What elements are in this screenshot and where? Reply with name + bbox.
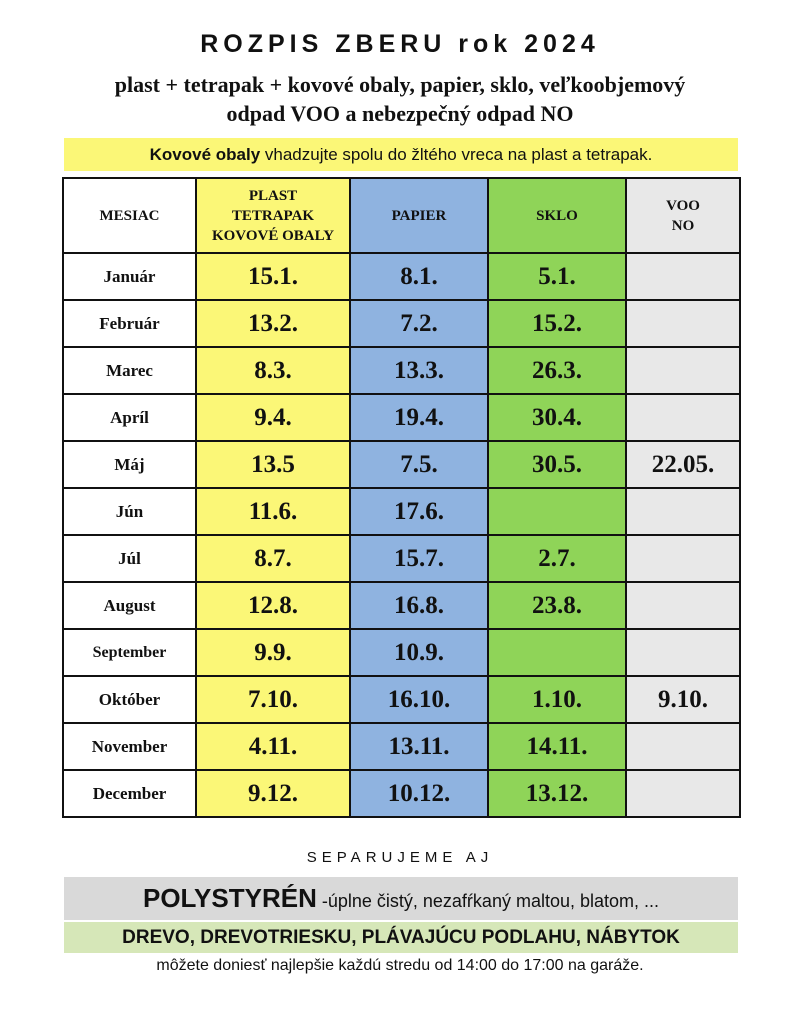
month-cell: Máj [63,441,196,488]
table-row [63,676,740,723]
sklo-date-cell: 13.12. [488,770,626,817]
sklo-date-cell: 14.11. [488,723,626,770]
voo-date-cell [626,300,740,347]
footer-note: môžete doniesť najlepšie každú stredu od 14:00 do 17:00 na garáže. [156,957,644,974]
header-month: MESIAC [63,178,196,253]
papier-date-cell: 7.5. [350,441,488,488]
header-voo-line-1: VOO [666,197,700,214]
month-cell: Júl [63,535,196,582]
sklo-date-cell: 26.3. [488,347,626,394]
header-voo-line-2: NO [671,217,695,234]
voo-date-cell [626,535,740,582]
table-row [63,394,740,441]
separujeme-heading: SEPARUJEME AJ [306,849,494,866]
header-papier: PAPIER [350,178,488,253]
subtitle-line-1: plast + tetrapak + kovové obaly, papier, sklo, veľkoobjemový [114,72,686,97]
page-title: ROZPIS ZBERU rok 2024 [200,30,600,58]
voo-date-cell [626,488,740,535]
month-cell: December [63,770,196,817]
header-plast [196,178,350,253]
papier-date-cell: 10.12. [350,770,488,817]
sklo-date-cell: 23.8. [488,582,626,629]
sklo-date-cell: 5.1. [488,253,626,300]
table-row [63,770,740,817]
plast-date-cell: 9.4. [196,394,350,441]
table-row [63,253,740,300]
header-plast-line-2: TETRAPAK [231,207,315,224]
header-plast-line-1: PLAST [248,187,298,204]
month-cell: Apríl [63,394,196,441]
month-cell: November [63,723,196,770]
polystyren-title: POLYSTYRÉN [142,883,317,913]
plast-date-cell: 7.10. [196,676,350,723]
plast-date-cell: 8.7. [196,535,350,582]
table-row [63,300,740,347]
papier-date-cell: 10.9. [350,629,488,676]
month-cell: Január [63,253,196,300]
voo-date-cell [626,723,740,770]
plast-date-cell: 4.11. [196,723,350,770]
month-cell: Marec [63,347,196,394]
voo-date-cell [626,253,740,300]
plast-date-cell: 9.12. [196,770,350,817]
note-bold-text: Kovové obaly [149,145,261,164]
voo-date-cell [626,394,740,441]
plast-date-cell: 12.8. [196,582,350,629]
sklo-date-cell [488,488,626,535]
sklo-date-cell: 1.10. [488,676,626,723]
voo-date-cell [626,582,740,629]
page-subtitle [40,70,760,128]
papier-date-cell: 17.6. [350,488,488,535]
papier-date-cell: 16.8. [350,582,488,629]
polystyren-banner [64,877,738,920]
table-row [63,535,740,582]
plast-date-cell: 13.2. [196,300,350,347]
drevo-banner: DREVO, DREVOTRIESKU, PLÁVAJÚCU PODLAHU, NÁBYTOK [64,922,738,953]
voo-date-cell: 22.05. [626,441,740,488]
polystyren-note: -úplne čistý, nezafŕkaný maltou, blatom, ... [316,891,660,911]
voo-date-cell [626,629,740,676]
papier-date-cell: 13.3. [350,347,488,394]
note-text: vhadzujte spolu do žltého vreca na plast a tetrapak. [260,145,653,164]
table-header-row [63,178,740,253]
papier-date-cell: 13.11. [350,723,488,770]
sklo-date-cell [488,629,626,676]
sklo-date-cell: 2.7. [488,535,626,582]
table-row [63,488,740,535]
month-cell: Február [63,300,196,347]
sklo-date-cell: 15.2. [488,300,626,347]
table-row [63,441,740,488]
plast-date-cell: 8.3. [196,347,350,394]
papier-date-cell: 8.1. [350,253,488,300]
collection-schedule-table [62,177,741,818]
month-cell: August [63,582,196,629]
voo-date-cell [626,347,740,394]
plast-date-cell: 15.1. [196,253,350,300]
plast-date-cell: 13.5 [196,441,350,488]
papier-date-cell: 7.2. [350,300,488,347]
header-plast-line-3: KOVOVÉ OBALY [211,227,335,244]
sklo-date-cell: 30.4. [488,394,626,441]
month-cell: September [63,629,196,676]
month-cell: Október [63,676,196,723]
papier-date-cell: 16.10. [350,676,488,723]
voo-date-cell [626,770,740,817]
table-row [63,629,740,676]
header-voo [626,178,740,253]
header-sklo: SKLO [488,178,626,253]
plast-date-cell: 11.6. [196,488,350,535]
voo-date-cell: 9.10. [626,676,740,723]
subtitle-line-2: odpad VOO a nebezpečný odpad NO [226,101,574,126]
papier-date-cell: 19.4. [350,394,488,441]
table-row [63,723,740,770]
note-banner [64,138,738,171]
papier-date-cell: 15.7. [350,535,488,582]
table-row [63,347,740,394]
month-cell: Jún [63,488,196,535]
table-row [63,582,740,629]
plast-date-cell: 9.9. [196,629,350,676]
sklo-date-cell: 30.5. [488,441,626,488]
